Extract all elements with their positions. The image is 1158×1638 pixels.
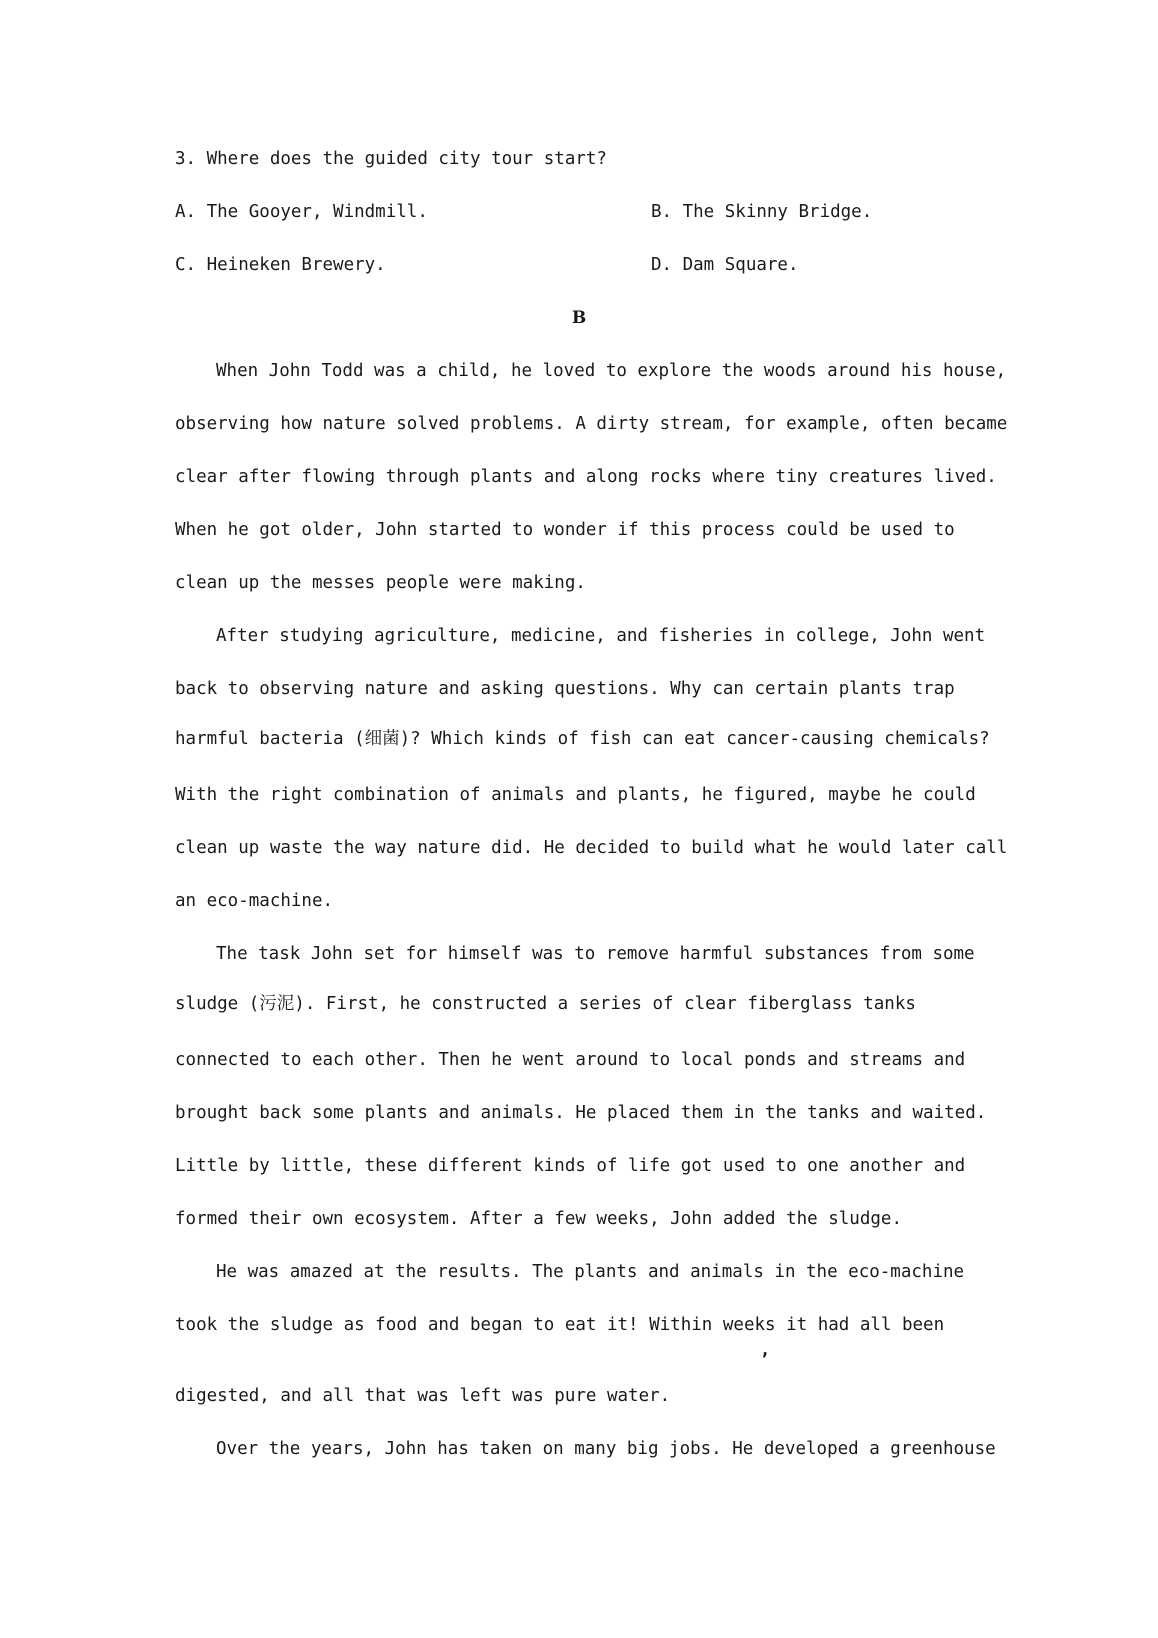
passage-line: took the sludge as food and began to eat it! Within weeks it had all been	[175, 1315, 945, 1335]
passage-line: The task John set for himself was to remove harmful substances from some	[216, 944, 975, 964]
passage-line: sludge (污泥). First, he constructed a series of clear fiberglass tanks	[175, 994, 916, 1014]
passage-line: Little by little, these different kinds of life got used to one another and	[175, 1156, 966, 1176]
passage-line: clean up waste the way nature did. He decided to build what he would later call	[175, 838, 1008, 858]
passage-line: observing how nature solved problems. A dirty stream, for example, often became	[175, 414, 1008, 434]
option-c: C. Heineken Brewery.	[175, 255, 386, 275]
passage-line: digested, and all that was left was pure water.	[175, 1386, 671, 1406]
passage-line: With the right combination of animals and plants, he figured, maybe he could	[175, 785, 976, 805]
passage-line: He was amazed at the results. The plants and animals in the eco-machine	[216, 1262, 965, 1282]
option-a: A. The Gooyer, Windmill.	[175, 202, 428, 222]
option-d: D. Dam Square.	[651, 255, 799, 275]
passage-line: After studying agriculture, medicine, and fisheries in college, John went	[216, 626, 986, 646]
passage-line: clear after flowing through plants and along rocks where tiny creatures lived.	[175, 467, 997, 487]
section-label: B	[571, 308, 587, 328]
passage-line: back to observing nature and asking questions. Why can certain plants trap	[175, 679, 955, 699]
passage-line: formed their own ecosystem. After a few weeks, John added the sludge.	[175, 1209, 902, 1229]
passage-line: harmful bacteria (细菌)? Which kinds of fish can eat cancer-causing chemicals?	[175, 729, 990, 749]
question-stem: 3. Where does the guided city tour start?	[175, 149, 607, 169]
option-b: B. The Skinny Bridge.	[651, 202, 873, 222]
passage-line: Over the years, John has taken on many big jobs. He developed a greenhouse	[216, 1439, 996, 1459]
stray-comma: ,	[760, 1340, 771, 1360]
passage-line: When he got older, John started to wonder if this process could be used to	[175, 520, 955, 540]
passage-line: an eco-machine.	[175, 891, 334, 911]
passage-line: connected to each other. Then he went around to local ponds and streams and	[175, 1050, 966, 1070]
passage-line: clean up the messes people were making.	[175, 573, 586, 593]
passage-line: When John Todd was a child, he loved to explore the woods around his house,	[216, 361, 1007, 381]
passage-line: brought back some plants and animals. He placed them in the tanks and waited.	[175, 1103, 987, 1123]
